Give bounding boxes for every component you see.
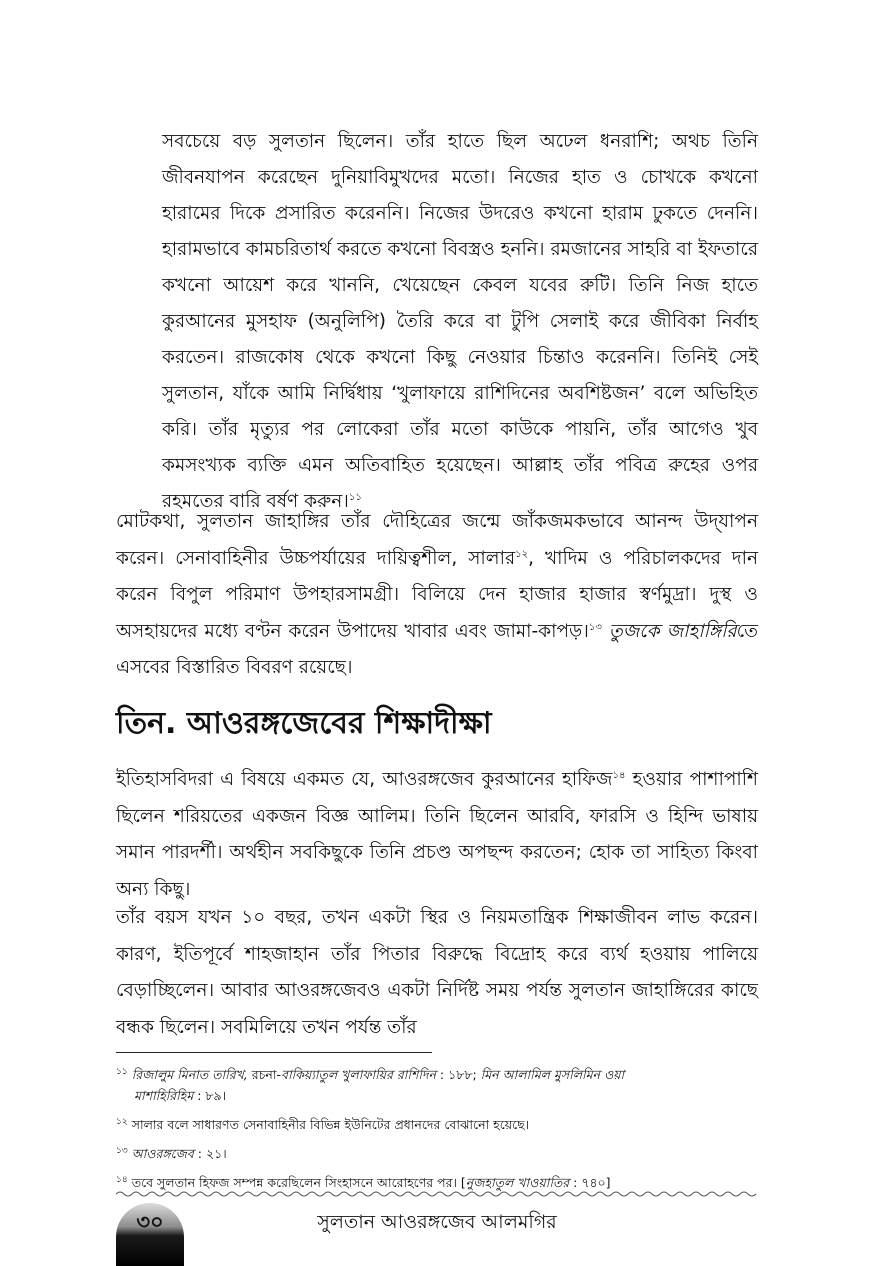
- footnote-ref: ১৪: [612, 769, 626, 781]
- footnote-number: ১২: [116, 1117, 128, 1128]
- paragraph-text: , খাদিম ও পরিচালকদের দান করেন বিপুল পরিমাণ উপহারসামগ্রী। বিলিয়ে দেন হাজার হাজার স্বর্ণমুদ্রা। দুস্থ ও অসহায়দের মধ্যে বণ্টন করেন উপাদেয় খাবার এবং জামা-কাপড়।: [116, 547, 758, 642]
- paragraph-text: মোটকথা, সুলতান জাহাঙ্গির তাঁর দৌহিত্রের জন্মে জাঁকজমকভাবে আনন্দ উদ্‌যাপন করেন। সেনাবাহিনীর উচ্চপর্যায়ের দায়িত্বশীল, সালার: [116, 511, 758, 569]
- footnote-source: রিজালুম মিনাত তারিখ,: [131, 1067, 248, 1083]
- footnote-ref: ১২: [515, 548, 529, 560]
- footnote-text: : ৮৯।: [193, 1088, 227, 1104]
- footnote-item: [116, 1062, 758, 1106]
- running-title: সুলতান আওরঙ্গজেব আলমগির: [317, 1211, 557, 1233]
- paragraph-text: তে এসবের বিস্তারিত বিবরণ রয়েছে।: [116, 620, 758, 678]
- paragraph-text: হওয়ার পাশাপাশি ছিলেন শরিয়তের একজন বিজ্ঞ আলিম। তিনি ছিলেন আরবি, ফারসি ও হিন্দি ভাষায় সমান পারদর্শী। অর্থহীন সবকিছুকে তিনি প্রচণ্ড অপছন্দ করতেন; হোক তা সাহিত্য কিংবা অন্য কিছু।: [116, 769, 758, 900]
- footnote-text: রচনা-: [247, 1067, 281, 1083]
- footnote-text: : ১৮৮;: [435, 1067, 481, 1083]
- book-title: তুজকে: [608, 620, 660, 642]
- paragraph-education: [116, 762, 758, 908]
- footnote-source: মাশাহিরিহিম: [134, 1088, 194, 1104]
- footnote-number: ১৪: [116, 1175, 128, 1186]
- section-heading: তিন. আওরঙ্গজেবের শিক্ষাদীক্ষা: [116, 706, 492, 741]
- footer-wavy-rule: [116, 1190, 758, 1198]
- footnote-number: ১১: [116, 1067, 128, 1077]
- footnote-text: সালার বলে সাধারণত সেনাবাহিনীর বিভিন্ন ইউনিটের প্রধানদের বোঝানো হয়েছে।: [131, 1117, 530, 1133]
- paragraph-celebration: [116, 504, 758, 687]
- book-title: জাহাঙ্গিরি: [666, 620, 737, 642]
- footnotes: [116, 1062, 758, 1200]
- footnote-ref: ১৩: [588, 621, 602, 633]
- footnote-text: তবে সুলতান হিফজ সম্পন্ন করেছিলেন সিংহাসনে আরোহণের পর। [: [131, 1175, 466, 1191]
- footnote-source: নুজহাতুল খাওয়াতির: [465, 1175, 570, 1191]
- footnote-divider: [116, 1052, 432, 1053]
- footnote-source: মিন আলামিল মুসলিমিন ওয়া: [480, 1067, 625, 1083]
- footnote-number: ১৩: [116, 1146, 128, 1157]
- footnote-source: আওরঙ্গজেব: [131, 1146, 194, 1162]
- paragraph-text: ইতিহাসবিদরা এ বিষয়ে একমত যে, আওরঙ্গজেব কুরআনের হাফিজ: [116, 769, 613, 790]
- footnote-item: [116, 1112, 758, 1135]
- page-number: ৩০: [136, 1210, 164, 1234]
- block-quote: [162, 124, 758, 520]
- paragraph-childhood: তাঁর বয়স যখন ১০ বছর, তখন একটা স্থির ও নিয়মতান্ত্রিক শিক্ষাজীবন লাভ করেন। কারণ, ইতিপূর্বে শাহজাহান তাঁর পিতার বিরুদ্ধে বিদ্রোহ করে ব্যর্থ হওয়ায় পালিয়ে বেড়াচ্ছিলেন। আবার আওরঙ্গজেবও একটা নির্দিষ্ট সময় পর্যন্ত সুলতান জাহাঙ্গিরের কাছে বন্ধক ছিলেন। সবমিলিয়ে তখন পর্যন্ত তাঁর: [116, 907, 758, 1038]
- footnote-text: : ২১।: [193, 1146, 227, 1162]
- footnote-ref: ১১: [348, 491, 362, 503]
- footnote-text: : ৭৪০]: [569, 1175, 611, 1191]
- footnote-source: বাকিয়্যাতুল খুলাফায়ির রাশিদিন: [280, 1067, 436, 1083]
- footnote-item: [116, 1141, 758, 1164]
- quote-text: সবচেয়ে বড় সুলতান ছিলেন। তাঁর হাতে ছিল অঢেল ধনরাশি; অথচ তিনি জীবনযাপন করেছেন দুনিয়াবিমুখদের মতো। নিজের হাত ও চোখকে কখনো হারামের দিকে প্রসারিত করেননি। নিজের উদরেও কখনো হারাম ঢুকতে দেননি। হারামভাবে কামচরিতার্থ করতে কখনো বিবস্ত্রও হননি। রমজানের সাহরি বা ইফতারে কখনো আয়েশ করে খাননি, খেয়েছেন কেবল যবের রুটি। তিনি নিজ হাতে কুরআনের মুসহাফ (অনুলিপি) তৈরি করে বা টুপি সেলাই করে জীবিকা নির্বাহ করতেন। রাজকোষ থেকে কখনো কিছু নেওয়ার চিন্তাও করেননি। তিনিই সেই সুলতান, যাঁকে আমি নির্দ্বিধায় ‘খুলাফায়ে রাশিদিনের অবশিষ্টজন’ বলে অভিহিত করি। তাঁর মৃত্যুর পর লোকেরা তাঁর মতো কাউকে পায়নি, তাঁর আগেও খুব কমসংখ্যক ব্যক্তি এমন অতিবাহিত হয়েছেন। আল্লাহ তাঁর পবিত্র রুহের ওপর রহমতের বারি বর্ষণ করুন।: [162, 131, 758, 512]
